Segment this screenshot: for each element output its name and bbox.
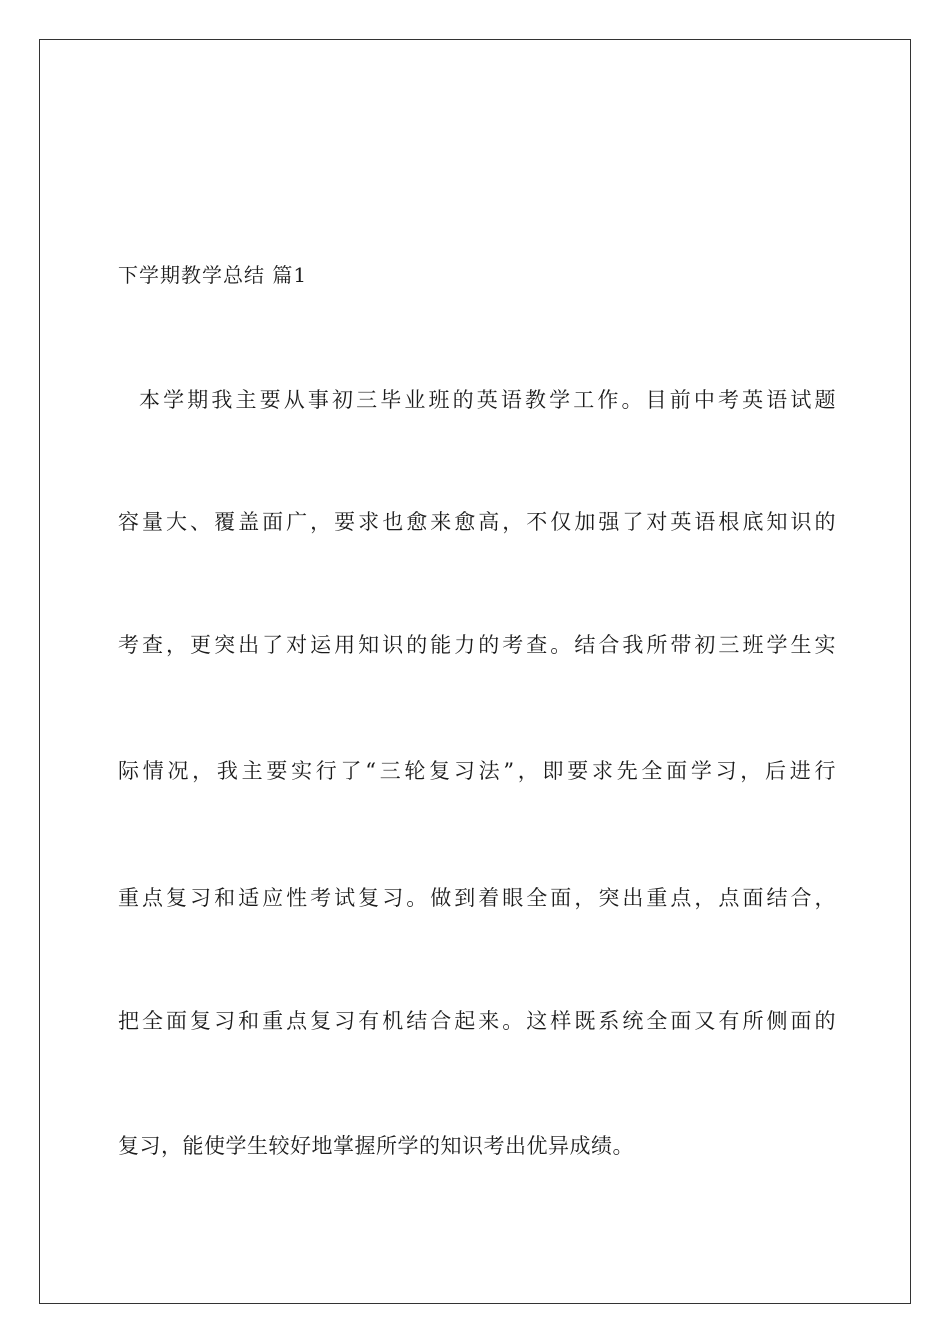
page-frame <box>39 39 911 1304</box>
paragraph-line-4: 际情况，我主要实行了“三轮复习法”，即要求先全面学习，后进行 <box>118 759 836 783</box>
document-title: 下学期教学总结 篇1 <box>118 263 308 287</box>
paragraph-line-1: 本学期我主要从事初三毕业班的英语教学工作。目前中考英语试题 <box>139 388 836 412</box>
paragraph-line-3: 考查，更突出了对运用知识的能力的考查。结合我所带初三班学生实 <box>118 633 836 657</box>
paragraph-line-6: 把全面复习和重点复习有机结合起来。这样既系统全面又有所侧面的 <box>118 1009 836 1033</box>
paragraph-line-2: 容量大、覆盖面广，要求也愈来愈高，不仅加强了对英语根底知识的 <box>118 510 836 534</box>
paragraph-line-5: 重点复习和适应性考试复习。做到着眼全面，突出重点，点面结合， <box>118 886 836 910</box>
paragraph-line-7: 复习，能使学生较好地掌握所学的知识考出优异成绩。 <box>118 1134 634 1158</box>
